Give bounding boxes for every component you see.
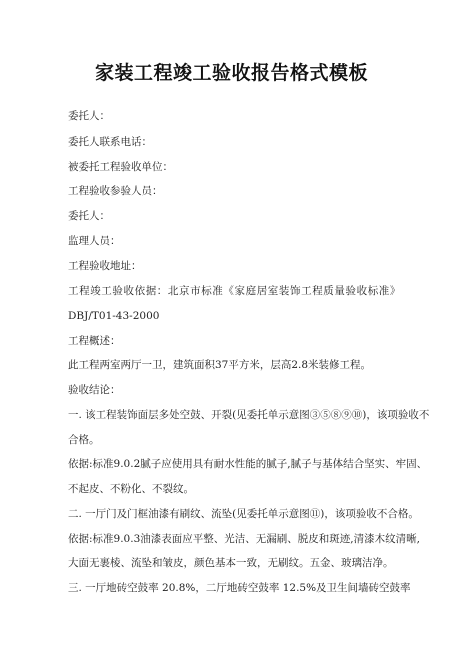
inspection-unit-line: 被委托工程验收单位： [68, 161, 173, 173]
conclusion-item-3: 三. 一厅地砖空鼓率 20.8%，二厅地砖空鼓率 12.5%及卫生间墙砖空鼓率 [68, 582, 411, 594]
overview-text: 此工程两室两厅一卫，建筑面积37平方米，层高2.8米装修工程。 [68, 359, 372, 371]
basis-2-cont: 大面无裹棱、流坠和皱皮，颜色基本一致，无刷纹。五金、玻璃洁净。 [68, 557, 394, 569]
client-phone-line: 委托人联系电话： [68, 136, 152, 148]
inspection-address-line: 工程验收地址： [68, 260, 142, 272]
client-line-2: 委托人： [68, 210, 110, 222]
basis-1-cont: 不起皮、不粉化、不裂纹。 [68, 483, 194, 495]
standard-code-line: DBJ/T01-43-2000 [68, 310, 160, 322]
supervisor-line: 监理人员： [68, 235, 121, 247]
inspection-staff-line: 工程验收参验人员： [68, 185, 163, 197]
conclusion-item-1-cont: 合格。 [68, 434, 100, 446]
inspection-basis-line: 工程竣工验收依据：北京市标准《家庭居室装饰工程质量验收标准》 [68, 285, 401, 297]
client-line: 委托人： [68, 110, 110, 122]
conclusion-heading: 验收结论： [68, 384, 121, 396]
document-title: 家装工程竣工验收报告格式模板 [94, 62, 368, 84]
conclusion-item-2: 二. 一厅门及门框油漆有刷纹、流坠(见委托单示意图⑪)，该项验收不合格。 [68, 508, 419, 520]
basis-2-line: 依据:标准9.0.3油漆表面应平整、光洁、无漏刷、脱皮和斑迹,清漆木纹清晰, [68, 533, 420, 545]
overview-heading: 工程概述： [68, 335, 121, 347]
basis-1-line: 依据:标准9.0.2腻子应使用具有耐水性能的腻子,腻子与基体结合坚实、牢固、 [68, 458, 428, 470]
conclusion-item-1: 一. 该工程装饰面层多处空鼓、开裂(见委托单示意图③⑤⑧⑨⑩)，该项验收不 [68, 409, 430, 421]
